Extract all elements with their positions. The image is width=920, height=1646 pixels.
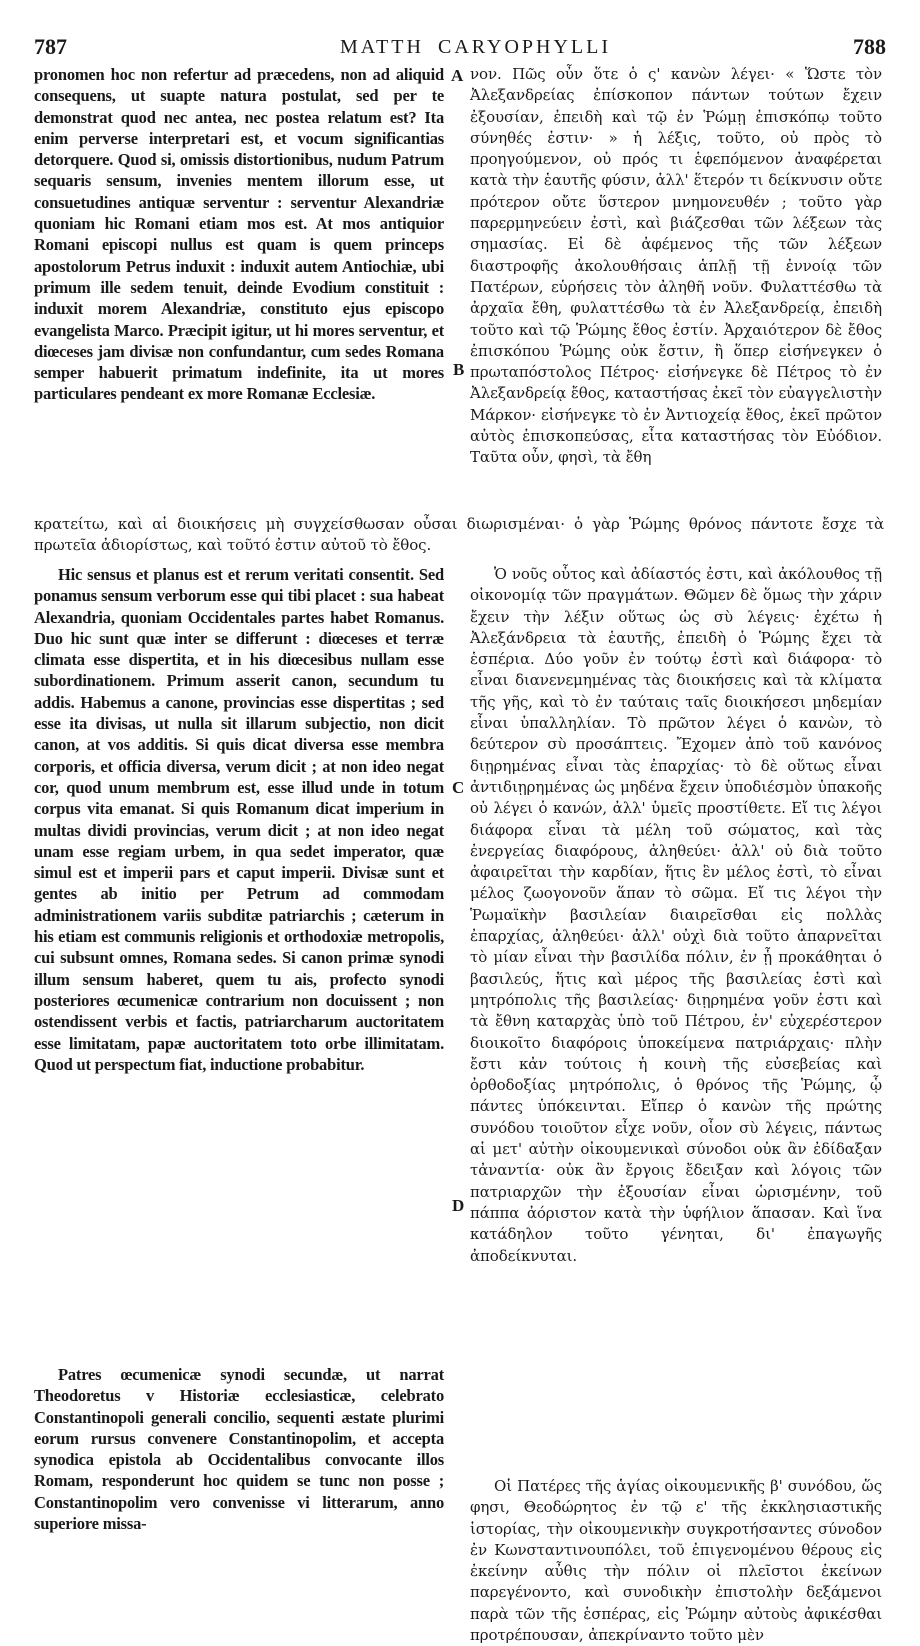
latin-paragraph-2: Hic sensus et planus est et rerum veritati consentit. Sed ponamus sensum verborum esse qui tibi placet : sua habeat Alexandria, quoniam Occidentales partes habet Romanus. Duo hic sunt quæ inter se differunt : diœceses et terræ climata esse dispertita, et in his diœcesibus nullam esse subordinationem. Primum asserit canon, secundum tu addis. Habemus a canone, provincias esse dispertitas ; sed esse ita divisas, ut nulla sit illarum subjectio, non dicit canon, at vos additis. Si quis dicat diversa esse membra corporis, et officia diversa, verum dicit ; at non ideo negat cor, quod unum membrum est, esse illud unde in totum corpus vita emanat. Si quis Romanum dicat imperium in multas dividi provincias, verum dicit ; at non ideo negat unam esse regiam urbem, in qua sedet imperator, quæ simul est et imperii pars et caput imperii. Divisæ sunt et gentes ab initio per Petrum ad commodam administrationem variis subditæ patriarchis ; cæterum in his etiam est communis religionis et orthodoxiæ metropolis, cui subsunt omnes, Romana sedes. Si canon primæ synodi illum sensum haberet, quem tu ais, profecto synodi posteriores œcumenicæ contrarium non docuissent ; non ostendissent verbis et factis, patriarcharum auctoritatem esse limitatam, papæ auctoritatem toto orbe illimitatam. Quod ut perspectum fiat, inductione probabitur. [34,565,444,1074]
margin-letter-a: A [451,66,464,85]
greek-paragraph-3: Οἱ Πατέρες τῆς ἁγίας οἰκουμενικῆς β' συνόδου, ὥς φησι, Θεοδώρητος ἐν τῷ ε' τῆς ἐκκλησιαστικῆς ἱστορίας, τὴν οἰκουμενικὴν συγκροτήσαντες σύνοδον ἐν Κωνσταντινουπόλει, τοῦ ἐπιγενομένου θέρους εἰς ἐκείνην αὖθις τὴν πόλιν οἱ πλεῖστοι ἐκείνων παρεγένοντο, καὶ συνοδικὴν ἐπιστολὴν δεξάμενοι παρὰ τῶν τῆς ἑσπέρας, εἰς Ῥώμην αὐτοὺς ἀφικέσθαι προτρέπουσαν, ἀπεκρίναντο τοῦτο μὲν [470,1477,882,1645]
margin-letter-b: B [453,360,465,379]
margin-letter-c: C [452,778,465,797]
margin-letter-d: D [452,1196,465,1215]
page-number-left: 787 [34,34,67,59]
page-number-right: 788 [853,34,886,59]
greek-paragraph-2: Ὁ νοῦς οὗτος καὶ ἀδίαστός ἐστι, καὶ ἀκόλουθος τῇ οἰκονομίᾳ τῶν πραγμάτων. Θῶμεν δὲ ὅμως τὴν χάριν ἔχειν τὴν λέξιν οὕτως ὡς σὺ λέγεις· ἐχέτω ἡ Ἀλεξάνδρεια τὰ ἑαυτῆς, ἐπειδὴ ὁ Ῥώμης ἔχει τὰ ἑσπέρια. Δύο γοῦν ἐν τούτῳ ἐστὶ καὶ διάφορα· τὸ εἶναι διανενεμημένας τὰς διοικήσεις καὶ τὰ κλίματα τῆς γῆς, καὶ τὸ ἐν ταύταις ταῖς διοικήσεσι μηδεμίαν εἶναι ὑπαλληλίαν. Τὸ πρῶτον λέγει ὁ κανὼν, τὸ δεύτερον σὺ προσάπτεις. Ἔχομεν ἀπὸ τοῦ κανόνος διῃρημένας εἶναι τὰς ἐπαρχίας· τὸ δὲ οὕτως εἶναι ἀντιδιῃρημένας ὡς μηδένα ἔχειν ὑποδιέσμὸν ὑπακοῆς οὐ λέγει ὁ κανών, ἀλλ' ὑμεῖς προστίθετε. Εἴ τις λέγοι διάφορα εἶναι τὰ μέλη τοῦ σώματος, καὶ τὰς ἐνεργείας διαφόρους, ἀληθεύει· ἀλλ' οὐ διὰ τοῦτο ἀφαιρεῖται τὴν καρδίαν, ἥτις ἓν μέλος ἐστὶ, τὸ εἶναι μέλος ζωογονοῦν ἅπαν τὸ σῶμα. Εἴ τις λέγοι τὴν Ῥωμαϊκὴν βασιλείαν διαιρεῖσθαι εἰς πολλὰς ἐπαρχίας, ἀληθεύει· ἀλλ' οὐχὶ διὰ τοῦτο ἀπαρνεῖται τὸ μίαν εἶναι τὴν βασιλίδα πόλιν, ἐν ᾗ προκάθηται ὁ βασιλεύς, ἥτις καὶ μέρος τῆς βασιλείας ἐστὶ καὶ μητρόπολις τῆς βασιλείας· διῃρημένα γοῦν ἐστι καὶ τὰ ἔθνη καταρχὰς ὑπὸ τοῦ Πέτρου, ἐν' εὐχερέστερον διοικοῖτο διαφόροις ὑποκείμενα πατριάρχαις· πλὴν ἔστι κἀν τούτοις ἡ κοινὴ τῆς εὐσεβείας καὶ ὀρθοδοξίας μητρόπολις, ὁ θρόνος τῆς Ῥώμης, ᾧ πάντες ὑπόκεινται. Εἴπερ ὁ κανὼν τῆς πρώτης συνόδου τοιοῦτον εἶχε νοῦν, οἷον σὺ λέγεις, πάντως αἱ μετ' αὐτὴν οἰκουμενικαὶ σύνοδοι οὐκ ἂν ἐδίδαξαν τἀναντία· οὐκ ἂν ἔργοις ἔδειξαν καὶ λόγοις τῶν πατριαρχῶν τὴν ἐξουσίαν εἶναι ὡρισμένην, τοῦ πάππα ἀόριστον κατὰ τὴν ὑφήλιον ἅπασαν. Καὶ ἵνα κατάδηλον τοῦτο γένηται, δι' ἐπαγωγῆς ἀποδείκνυται. [470,565,882,1265]
latin-paragraph-1: pronomen hoc non refertur ad præcedens, non ad aliquid consequens, ut suapte natura postulat, sed per te demonstrat quod nec antea, nec postea relatum est? Ita enim perverse interpretari est, et vocum significantias detorquere. Quod si, omissis distortionibus, nudum Patrum sequaris sensum, invenies mentem illorum esse, ut consuetudines antiquæ serventur : serventur Alexandriæ quoniam hic Romani etiam mos est. At mos antiquior Romani episcopi nullus est quam is quem princeps apostolorum Petrus induxit : induxit autem Antiochiæ, ubi primum ille sedem tenuit, deinde Evodium constituit : induxit morem Alexandriæ, constituto ejus episcopo evangelista Marco. Præcipit igitur, ut hi mores serventur, et diœceses jam divisæ non confundantur, cum sedes Romana semper habuerit primatum indefinite, ita ut mores particulares pendeant ex more Romanæ Ecclesiæ. [34,65,444,404]
page-header [0,34,920,64]
greek-full-width-continuation: κρατείτω, καὶ αἱ διοικήσεις μὴ συγχείσθωσαν οὖσαι διωρισμέναι· ὁ γὰρ Ῥώμης θρόνος πάντοτε ἔσχε τὰ πρωτεῖα ἀδιορίστως, καὶ τοῦτό ἐστιν αὐτοῦ τὸ ἔθος. [34,515,884,555]
running-title-part-2: CARYOPHYLLI [438,36,612,58]
latin-paragraph-3: Patres œcumenicæ synodi secundæ, ut narrat Theodoretus v Historiæ ecclesiasticæ, celebrato Constantinopoli generali concilio, sequenti æstate plurimi eorum rursus convenere Constantinopolim, et accepta synodica epistola ab Occidentalibus convocante illos Romam, responderunt hoc quidem se tunc non posse ; Constantinopolim vero convenisse vi litterarum, anno superiore missa- [34,1365,444,1534]
greek-paragraph-1: νον. Πῶς οὖν ὅτε ὁ ς' κανὼν λέγει· « Ὥστε τὸν Ἀλεξανδρείας ἐπίσκοπον πάντων τούτων ἔχειν ἐξουσίαν, ἐπειδὴ καὶ τῷ ἐν Ῥώμῃ ἐπισκόπῳ τοῦτο σύνηθές ἐστιν· » ἡ λέξις, τοῦτο, οὐ πρὸς τὸ προηγούμενον, οὐ πρός τι ἑφεπόμενον ἀναφέρεται κατὰ τὴν ἑαυτῆς φύσιν, ἀλλ' ἕτερόν τι δείκνυσιν οὔτε πρότερον οὔτε ὕστερον μνημονευθέν ; τοῦτο γὰρ παρερμηνεύειν ἐστὶ, καὶ βιάζεσθαι τῶν λέξεων τὰς σημασίας. Εἰ δὲ ἀφέμενος τῆς τῶν λέξεων διαστροφῆς ἀκολουθήσαις ἁπλῇ τῇ ἐννοίᾳ τῶν Πατέρων, εὑρήσεις τὸν ἀληθῆ νοῦν. Φυλαττέσθω τὰ ἀρχαῖα ἔθη, φυλαττέσθω τὰ ἐν Ἀλεξανδρείᾳ, ἐπειδὴ τοῦτο καὶ τῷ Ῥώμης ἔθος ἐστίν. Ἀρχαιότερον δὲ ἔθος ἐπισκόπου Ῥώμης οὐκ ἔστιν, ἢ ὅπερ εἰσήνεγκεν ὁ πρωταπόστολος Πέτρος· εἰσήνεγκε δὲ Πέτρος τὸ ἐν Ἀλεξανδρείᾳ ἔθος, καταστήσας ἐκεῖ τὸν εὐαγγελιστὴν Μάρκον· εἰσήνεγκε τὸ ἐν Ἀντιοχείᾳ ἔθος, ἐκεῖ πρῶτον αὐτὸς ἐπισκοπεύσας, εἶτα καταστήσας τὸν Εὐόδιον. Ταῦτα οὖν, φησὶ, τὰ ἔθη [470,65,882,467]
running-title-part-1: MATTH [340,36,424,58]
